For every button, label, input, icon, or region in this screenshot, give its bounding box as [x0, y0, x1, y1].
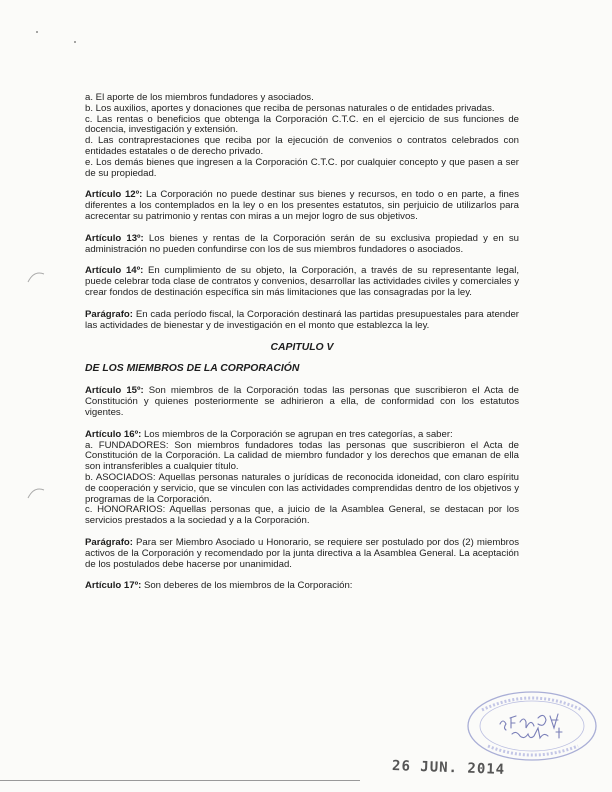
document-body	[85, 93, 519, 592]
stamp-text-arc	[482, 698, 582, 710]
article-label: Artículo 17º:	[85, 580, 142, 592]
list-item: b. Los auxilios, aportes y donaciones que reciba de personas naturales o de entidades privadas.	[85, 102, 495, 114]
article-17	[85, 581, 519, 592]
article-13	[85, 234, 519, 256]
article-16	[85, 430, 519, 441]
paragraph-text: En cada período fiscal, la Corporación destinará las partidas presupuestales para atender las actividades de bienestar y de investigación en el monto que establezca la ley.	[85, 308, 519, 331]
article-label: Artículo 15º:	[85, 385, 144, 397]
list-item: d. Las contraprestaciones que reciba por la ejecución de convenios o contratos celebrados con entidades estatales o de derecho privado.	[85, 135, 519, 157]
list-item: c. HONORARIOS: Aquellas personas que, a juicio de la Asamblea General, se destacan por los servicios prestados a la sociedad y a la Corporación.	[85, 504, 519, 527]
article-text: Los miembros de la Corporación se agrupan en tres categorías, a saber:	[141, 428, 453, 440]
scan-speck	[74, 41, 76, 43]
article-label: Artículo 14º:	[85, 265, 144, 277]
article-text: En cumplimiento de su objeto, la Corporación, a través de su representante legal, puede celebrar toda clase de contratos y convenios, desarrollar las actividades civiles y comerciales y crear fondos de destinación específica sin más limitaciones que las consagradas por la ley.	[85, 265, 519, 298]
article-label: Artículo 16º:	[85, 428, 142, 440]
punch-hole-mark	[26, 484, 46, 500]
article-text: Son miembros de la Corporación todas las personas que suscribieron el Acta de Constitución y quienes posteriormente se adhirieron a ella, de conformidad con los estatutos vigentes.	[85, 385, 520, 418]
punch-hole-mark	[26, 268, 46, 284]
list-item: c. Las rentas o beneficios que obtenga la Corporación C.T.C. en el ejercicio de sus funciones de docencia, investigación y extensión.	[85, 113, 519, 136]
paragraph-label: Parágrafo:	[85, 536, 133, 548]
stamp-inner-ring	[480, 701, 584, 751]
paragraph-note	[85, 310, 519, 332]
list-item: a. FUNDADORES: Son miembros fundadores todas las personas que suscribieron el Acta de Constitución de la Corporación. La calidad de miembro fundador y los derechos que emanan de ella son intransferibles a cualquier título.	[85, 439, 519, 473]
article-12	[85, 190, 519, 222]
list-item: b. ASOCIADOS: Aquellas personas naturales o jurídicas de reconocida idoneidad, con claro espíritu de cooperación y servicio, que se vinculen con las actividades comprendidas dentro de los objetivos y programas de la Corporación.	[85, 471, 519, 505]
scan-speck	[36, 31, 38, 33]
paragraph-label: Parágrafo:	[85, 308, 133, 320]
chapter-title: CAPITULO V	[270, 342, 334, 354]
stamp-outer-ring	[468, 692, 596, 760]
article-text: Son deberes de los miembros de la Corporación:	[141, 580, 353, 592]
chapter-heading: DE LOS MIEMBROS DE LA CORPORACIÓN	[85, 363, 300, 375]
article-14	[85, 266, 519, 298]
notary-stamp	[452, 688, 602, 768]
article-15	[85, 386, 519, 418]
paragraph-note	[85, 538, 519, 570]
stamp-text-arc	[488, 746, 578, 755]
article-label: Artículo 12º:	[85, 189, 143, 201]
paragraph-text: Para ser Miembro Asociado u Honorario, se requiere ser postulado por dos (2) miembros activos de la Corporación y recomendado por la junta directiva a la Asamblea General. La aceptación de los postulados debe hacerse por unanimidad.	[85, 536, 519, 570]
list-item: e. Los demás bienes que ingresen a la Corporación C.T.C. por cualquier concepto y que pasen a ser de su propiedad.	[85, 156, 519, 179]
date-stamp: 26 JUN. 2014	[391, 758, 506, 778]
article-text: La Corporación no puede destinar sus bienes y recursos, en todo o en parte, a fines diferentes a los contemplados en la ley o en los presentes estatutos, sin perjuicio de utilizarlos para acrecentar su patrimonio y rentas con miras a un mejor logro de sus objetivos.	[85, 189, 519, 222]
handwritten-annotation	[500, 714, 562, 738]
article-label: Artículo 13º:	[85, 232, 144, 244]
article-text: Los bienes y rentas de la Corporación serán de su exclusiva propiedad y en su administración no pueden confundirse con los de sus miembros fundadores o asociados.	[85, 232, 519, 255]
scan-edge-line	[0, 780, 360, 781]
list-item: a. El aporte de los miembros fundadores y asociados.	[85, 92, 314, 103]
